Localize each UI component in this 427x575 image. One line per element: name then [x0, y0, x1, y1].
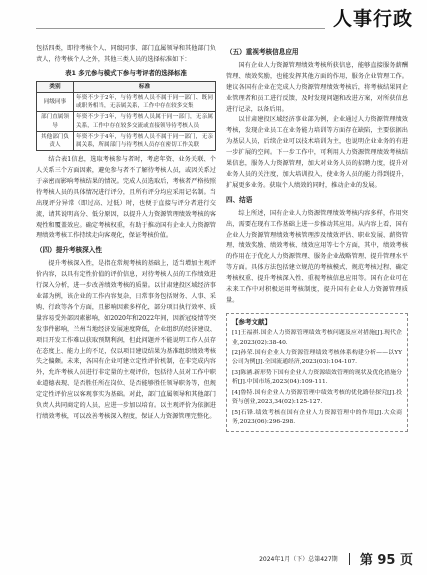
table-cell-standard: 年资不少于3年，与待考核人员属于同一部门，无亲属关系，工作中存在较多交流或直接领导待考核人员: [74, 112, 216, 131]
table-header-standard: 标准: [74, 81, 216, 92]
body-paragraph: 以甘肃建投区域经济事业部为例，企业通过人力资源管理绩效考核，发现企业员工在业务能力培训等方面存在缺陷，主要依据出为基层人员，后续企业可以技术培训为主，也说明企业业务的有进一步扩展的空间。下一步工作中，可利用人力资源管理绩效考核结果信息，服务人力资源管理，加大对业务人员的招聘力度，提升对业务人员的关注度，加大培训投入，使业务人员的能力得到提升，扩展更多业务。获取个人绩效的同时，推动企业的发展。: [226, 116, 408, 189]
subsection-heading: （四）提升考核深入性: [36, 246, 102, 255]
issue-label: 2024年1月（下）总第427期: [259, 556, 338, 563]
reference-item: [3]陈涵.新形势下国有企业人力资源绩效管理的现状及优化措施分析[J].中国市场,2023(04):109-111.: [232, 369, 402, 386]
table-cell-standard: 年资不少于2年，与待考核人员不属于同一部门、既同或职务相当，无亲属关系，工作中存在较多交集: [74, 92, 216, 111]
right-column: [226, 44, 408, 432]
header-rule: [36, 28, 367, 29]
body-paragraph: 国有企业人力资源管理绩效考核所获信息，能够直接服务薪酬管理、绩效奖励，也能发挥其他方面的作用，服务企业管理工作。建议各国有企业在完成人力资源管理绩效考核后，将考核结果同企业管理者和员工进行反馈，及时发现问题和改进方案，对所获信息进行记录，以备后用。: [226, 61, 408, 113]
footer-divider: [349, 553, 350, 565]
table-row: [37, 112, 216, 131]
table-cell-category: 其他部门负责人: [37, 131, 74, 150]
criteria-table: [36, 81, 216, 151]
table-header-category: 类别: [37, 81, 74, 92]
table-header-row: [37, 81, 216, 92]
table-cell-category: 同级同事: [37, 92, 74, 111]
references-box: [226, 313, 408, 432]
reference-item: [1]王福祺.国企人力资源管理绩效考核问题及应对措施[J].现代企业,2023(02):38-40.: [232, 330, 402, 346]
body-paragraph: 提升考核深入性，是指在常规考核的基础上，适当增加主观评价内容，以具有定性价值的评价信息，对待考核人员的工作绩效进行深入分析，进一步改善绩效考核的质量。以甘肃建投区域经济事业部为例，该企业的工作内容复杂，日常事务包括财务、人事、采购、行政等各个方面，且影响因素多样化，部分项目执行效率、质量容易受外部因素影响，如2020年和2022年间，因新冠疫情等突发事件影响，兰州当地经济发展速度降低，企业组织的经济建设、项目开发工作难以获取预期利润，但此问题并不能说明工作人员存在态度上、能力上的不足，仅以项目建设结果为基准组织绩效考核失之偏颇。未来，各国有企业可建立定性评价机制，在非完成内容外，允许考核人员进行非定量的主观评价，包括待人员对工作中职业道德表现、是否胜任所在岗位、是否能够胜任领导职务等，但规定定性评价应以客观事实为基础。对此，部门直属领导和其他部门负责人共同商定的人员，应进一步加以培育。以主观评价为依据进行绩效考核，可以改善考核深入程度，保证人力资源管理完整化。: [36, 260, 216, 420]
table-cell-category: 部门直属领导: [37, 112, 74, 131]
table-title: 表1 多元参与模式下参与考评者的选择标准: [65, 68, 187, 77]
page-number: 第 95 页: [359, 553, 413, 568]
intro-paragraph: 包括四类，即待考核个人、同级同事、部门直属领导和其他部门负责人，待考核个人之外，其他三类人员的选择标准如下：: [36, 45, 216, 63]
subsection-heading: （五）重视考核信息应用: [226, 48, 299, 56]
page-footer: [259, 548, 413, 568]
references-title: 【参考文献】: [232, 317, 271, 326]
table-cell-standard: 年资不少于4年，与待考核人员不属于同一部门，无亲属关系，所属部门与待考核人员存在密切工作关联: [74, 131, 216, 150]
body-paragraph: 结合表1信息，选取考核参与者时，考虑年资、业务关联、个人关系三个方面因素，避免参与者不了解待考核人员，或因关系过于亲密而影响考核结果的情况。完成人员选取后，考核者严格按照待考核人员的具体情况进行评分，且所有评分均应采用记名制。当出现评分异常（即过高、过低）时，也便于直接与评分者进行交流，请其说明高分、低分原因，以提升人力资源管理绩效考核的客观性和覆盖效应。确定考核权重，有助于推动国有企业人力资源管理绩效考核工作持续走向客观化，保证考核价值。: [36, 156, 216, 240]
reference-item: [5]石锋.绩效考核在国有企业人力资源管理中的作用[J].大众商务,2023(06):296-298.: [232, 409, 402, 425]
page-header: [0, 0, 427, 36]
table-row: [37, 131, 216, 150]
conclusion-heading: 四、结语: [226, 195, 253, 204]
section-title: 人事行政: [325, 4, 413, 31]
reference-item: [4]鲁特.国有企业人力资源管理中绩效考核的优化路径探究[J].投资与创业,2023,34(02):125-127.: [232, 389, 402, 406]
body-paragraph: 综上所述，国有企业人力资源管理绩效考核内容多样，作用突出，需要在现有工作基础上进一步推动其应用。从内容上看，国有企业人力资源管理绩效考核管理涉及绩效评估、职业发展、薪资管理、绩效奖励、绩效考核、绩效应用等七个方面，其中，绩效考核的作用在于优化人力资源管理、服务企业战略管理、提升管理水平等方面。具体方法包括建立规范的考核模式、规范考核过程、确定考核权重、提升考核深入性、重视考核信息应用等。国有企业可在未来工作中对积极运用考核制度，提升国有企业人力资源管理质量。: [226, 209, 408, 304]
left-column: [36, 44, 216, 423]
table-row: [37, 92, 216, 111]
reference-item: [2]孙荣.国有企业人力资源管理绩效考核体系构建分析——以YY公司为例[J].全国流通经济,2023(03):104-107.: [232, 350, 402, 366]
